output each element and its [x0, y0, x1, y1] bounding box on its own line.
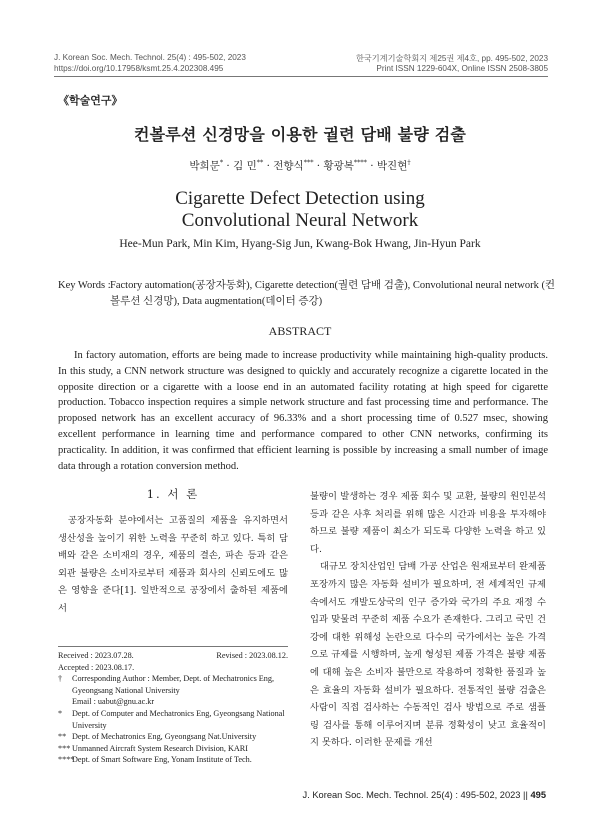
english-authors: Hee-Mun Park, Min Kim, Hyang-Sig Jun, Kwang-Bok Hwang, Jin-Hyun Park — [119, 238, 481, 250]
abstract-heading: ABSTRACT — [268, 324, 332, 338]
footnotes — [58, 650, 288, 766]
author-name: 전향식 — [273, 160, 304, 172]
author-separator: · — [223, 160, 234, 172]
footnote-divider — [58, 646, 288, 647]
footer-citation: J. Korean Soc. Mech. Technol. 25(4) : 495-502, 2023 || — [302, 790, 528, 800]
korean-authors — [0, 158, 600, 173]
english-title-text: Cigarette Defect Detection using Convolutional Neural Network — [175, 188, 425, 231]
intro-paragraph-left: 공장자동화 분야에서는 고품질의 제품을 유지하면서 생산성을 높이기 위한 노력을 꾸준히 하고 있다. 특히 담배와 같은 소비재의 경우, 제품의 결손, 파손 등과 같은 외관 불량은 소비자로부터 제품과 회사의 신뢰도에도 많은 영향을 준다[1]. 일반적으로 공장에서 출하된 제품에서 — [58, 515, 288, 614]
author-affiliation-mark: **** — [353, 158, 367, 167]
page-number: 495 — [530, 790, 546, 800]
abstract-text: In factory automation, efforts are being made to increase productivity while maintaining high-quality products. In this study, a CNN network structure was designed to quickly and accurately recognize a cigarette located in the opposite direction or a cigarette with a loose end in an automated facility rotating at high speed for cigarette production. Tobacco inspection requires a simple network structure and fast processing time and performance. The proposed network has an excellent accuracy of 96.33% and a short processing time of 0.527 msec, showing excellent performance in learning time and performance compared to other CNN networks, confirming its practicality. In addition, it was confirmed that efficient learning is possible by increasing a small number of image data through a rotation conversion method. — [58, 350, 548, 472]
article-category: 《학술연구》 — [58, 94, 123, 107]
accepted-date: Accepted : 2023.08.17. — [58, 662, 135, 672]
author-separator: · — [313, 160, 324, 172]
author-affiliation-mark: * — [219, 158, 224, 167]
revised-date: Revised : 2023.08.12. — [216, 651, 288, 660]
intro-column-right — [310, 488, 546, 752]
footnote-item: † Corresponding Author : Member, Dept. of Mechatronics Eng, Gyeongsang National University — [58, 674, 275, 695]
page-footer — [303, 790, 546, 800]
author-name: 박희문 — [189, 160, 220, 172]
author-name: 황광복 — [323, 160, 354, 172]
footnote-item: *** Unmanned Aircraft System Research Division, KARI — [58, 743, 248, 753]
journal-citation-header: J. Korean Soc. Mech. Technol. 25(4) : 495-502, 2023 — [54, 53, 246, 62]
footnote-email: Email : uabut@gnu.ac.kr — [72, 697, 155, 707]
author-name: 박진현 — [376, 160, 408, 172]
journal-korean-header: 한국기계기술학회지 제25권 제4호, pp. 495-502, 2023 — [355, 54, 548, 63]
footnote-item: * Dept. of Computer and Mechatronics Eng, Gyeongsang National University — [58, 708, 285, 730]
footnote-item: **** Dept. of Smart Software Eng, Yonam Institute of Tech. — [58, 755, 252, 765]
author-affiliation-mark: *** — [303, 158, 314, 167]
keywords-list: Factory automation(공장자동화), Cigarette detection(궐련 담배 검출), Convolutional neural network (컨볼루션 신경망), Data augmentation(데이터 증강) — [110, 280, 556, 307]
header-divider — [54, 76, 548, 77]
section-heading-introduction: 1. 서 론 — [146, 487, 200, 501]
received-date: Received : 2023.07.28. — [58, 651, 134, 660]
author-affiliation-mark: ** — [256, 158, 264, 167]
intro-paragraph: 대규모 장치산업인 담배 가공 산업은 원재료부터 완제품 포장까지 많은 자동화 설비가 필요하며, 전 세계적인 규제 속에서도 개발도상국의 인구 증가와 국가의 주요 재정 수입과 맞물려 꾸준히 제품 수요가 존재한다. 그리고 국민 건강에 대한 위해성 논란으로 다수의 국가에서는 높은 가격으로 규제를 시행하며, 높게 형성된 제품 가격은 불량 제품에 대해 높은 소비자 불만으로 작용하여 정확한 품질과 높은 효율의 자동화 설비가 필요하다. 전통적인 불량 검출은 사람이 직접 검사하는 수동적인 검사 방법으로 주로 샘플링 검사를 통해 이루어지며 분류 정확성이 낮고 효율적이지 못하다. 이러한 문제를 개선 — [310, 561, 546, 749]
intro-paragraph: 불량이 발생하는 경우 제품 회수 및 교환, 불량의 원인분석 등과 같은 사후 처리를 위해 많은 시간과 비용을 투자해야 하므로 불량 제품이 최소가 되도록 다양한 노력을 하고 있다. — [310, 491, 546, 555]
doi-link[interactable]: https://doi.org/10.17958/ksmt.25.4.202308.495 — [54, 64, 224, 73]
author-separator: · — [366, 160, 377, 172]
issn-header: Print ISSN 1229-604X, Online ISSN 2508-3805 — [376, 64, 548, 73]
keywords-label: Key Words : — [58, 280, 111, 291]
author-affiliation-mark: † — [407, 158, 411, 167]
keywords-block — [58, 278, 558, 310]
footnote-item: ** Dept. of Mechatronics Eng, Gyeongsang Nat.University — [58, 732, 257, 742]
dates-row — [58, 650, 288, 662]
author-separator: · — [263, 160, 274, 172]
author-name: 김 민 — [233, 160, 257, 172]
english-title — [0, 188, 600, 232]
korean-title: 컨볼루션 신경망을 이용한 궐련 담배 불량 검출 — [133, 125, 467, 144]
